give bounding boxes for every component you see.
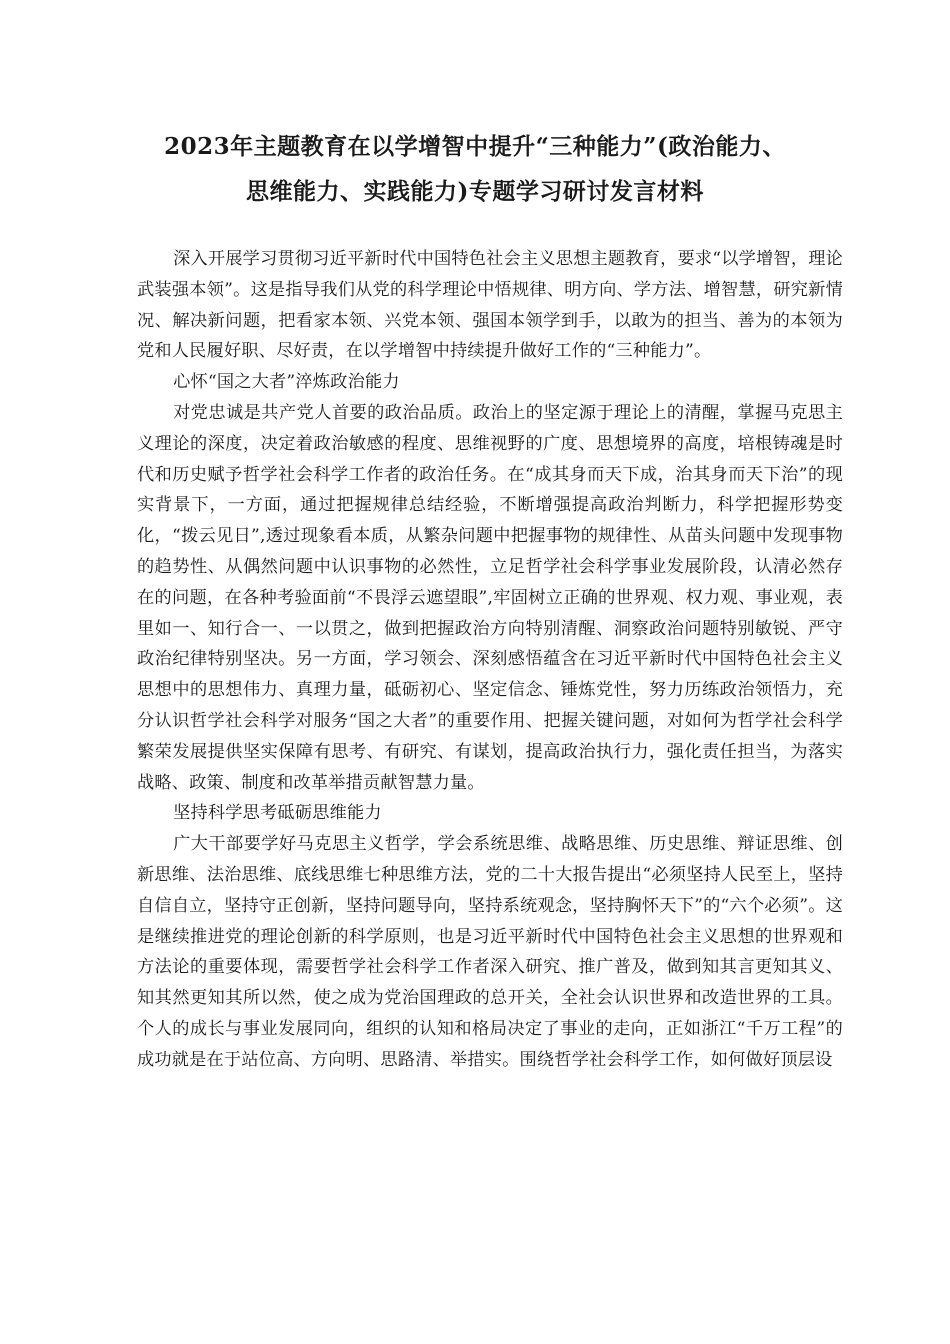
title-line-1: 2023年主题教育在以学增智中提升“三种能力”(政治能力、 xyxy=(164,133,786,160)
paragraph-thinking: 广大干部要学好马克思主义哲学，学会系统思维、战略思维、历史思维、辩证思维、创新思维、法治思维、底线思维七种思维方法，党的二十大报告提出“必须坚持人民至上，坚持自信自立，坚持守正创新，坚持问题导向，坚持系统观念，坚持胸怀天下”的“六个必须”。这是继续推进党的理论创新的科学原则，也是习近平新时代中国特色社会主义思想的世界观和方法论的重要体现，需要哲学社会科学工作者深入研究、推广普及，做到知其言更知其义、知其然更知其所以然，使之成为党治国理政的总开关，全社会认识世界和改造世界的工具。个人的成长与事业发展同向，组织的认知和格局决定了事业的走向，正如浙江“千万工程”的成功就是在于站位高、方向明、思路清、举措实。围绕哲学社会科学工作，如何做好顶层设 xyxy=(137,834,843,1070)
section-heading-thinking: 坚持科学思考砥砺思维能力 xyxy=(173,803,382,824)
section-heading-political: 心怀“国之大者”淬炼政治能力 xyxy=(173,372,400,393)
paragraph-political: 对党忠诚是共产党人首要的政治品质。政治上的坚定源于理论上的清醒，掌握马克思主义理论的深度，决定着政治敏感的程度、思维视野的广度、思想境界的高度，培根铸魂是时代和历史赋予哲学社会科学工作者的政治任务。在“成其身而天下成，治其身而天下治”的现实背景下，一方面，通过把握规律总结经验，不断增强提高政治判断力，科学把握形势变化，“拨云见日”,透过现象看本质，从繁杂问题中把握事物的规律性、从苗头问题中发现事物的趋势性、从偶然问题中认识事物的必然性，立足哲学社会科学事业发展阶段，认清必然存在的问题，在各种考验面前“不畏浮云遮望眼”,牢固树立正确的世界观、权力观、事业观，表里如一、知行合一、一以贯之，做到把握政治方向特别清醒、洞察政治问题特别敏锐、严守政治纪律特别坚决。另一方面，学习领会、深刻感悟蕴含在习近平新时代中国特色社会主义思想中的思想伟力、真理力量，砥砺初心、坚定信念、锤炼党性，努力历练政治领悟力，充分认识哲学社会科学对服务“国之大者”的重要作用、把握关键问题，对如何为哲学社会科学繁荣发展提供坚实保障有思考、有研究、有谋划，提高政治执行力，强化责任担当，为落实战略、政策、制度和改革举措贡献智慧力量。 xyxy=(137,402,843,793)
title-line-2: 思维能力、实践能力)专题学习研讨发言材料 xyxy=(246,178,704,205)
document-title xyxy=(110,124,840,214)
document-body xyxy=(137,244,843,1076)
paragraph-intro: 深入开展学习贯彻习近平新时代中国特色社会主义思想主题教育，要求“以学增智，理论武装强本领”。这是指导我们从党的科学理论中悟规律、明方向、学方法、增智慧，研究新情况、解决新问题，把看家本领、兴党本领、强国本领学到手，以敢为的担当、善为的本领为党和人民履好职、尽好责，在以学增智中持续提升做好工作的“三种能力”。 xyxy=(137,249,843,362)
